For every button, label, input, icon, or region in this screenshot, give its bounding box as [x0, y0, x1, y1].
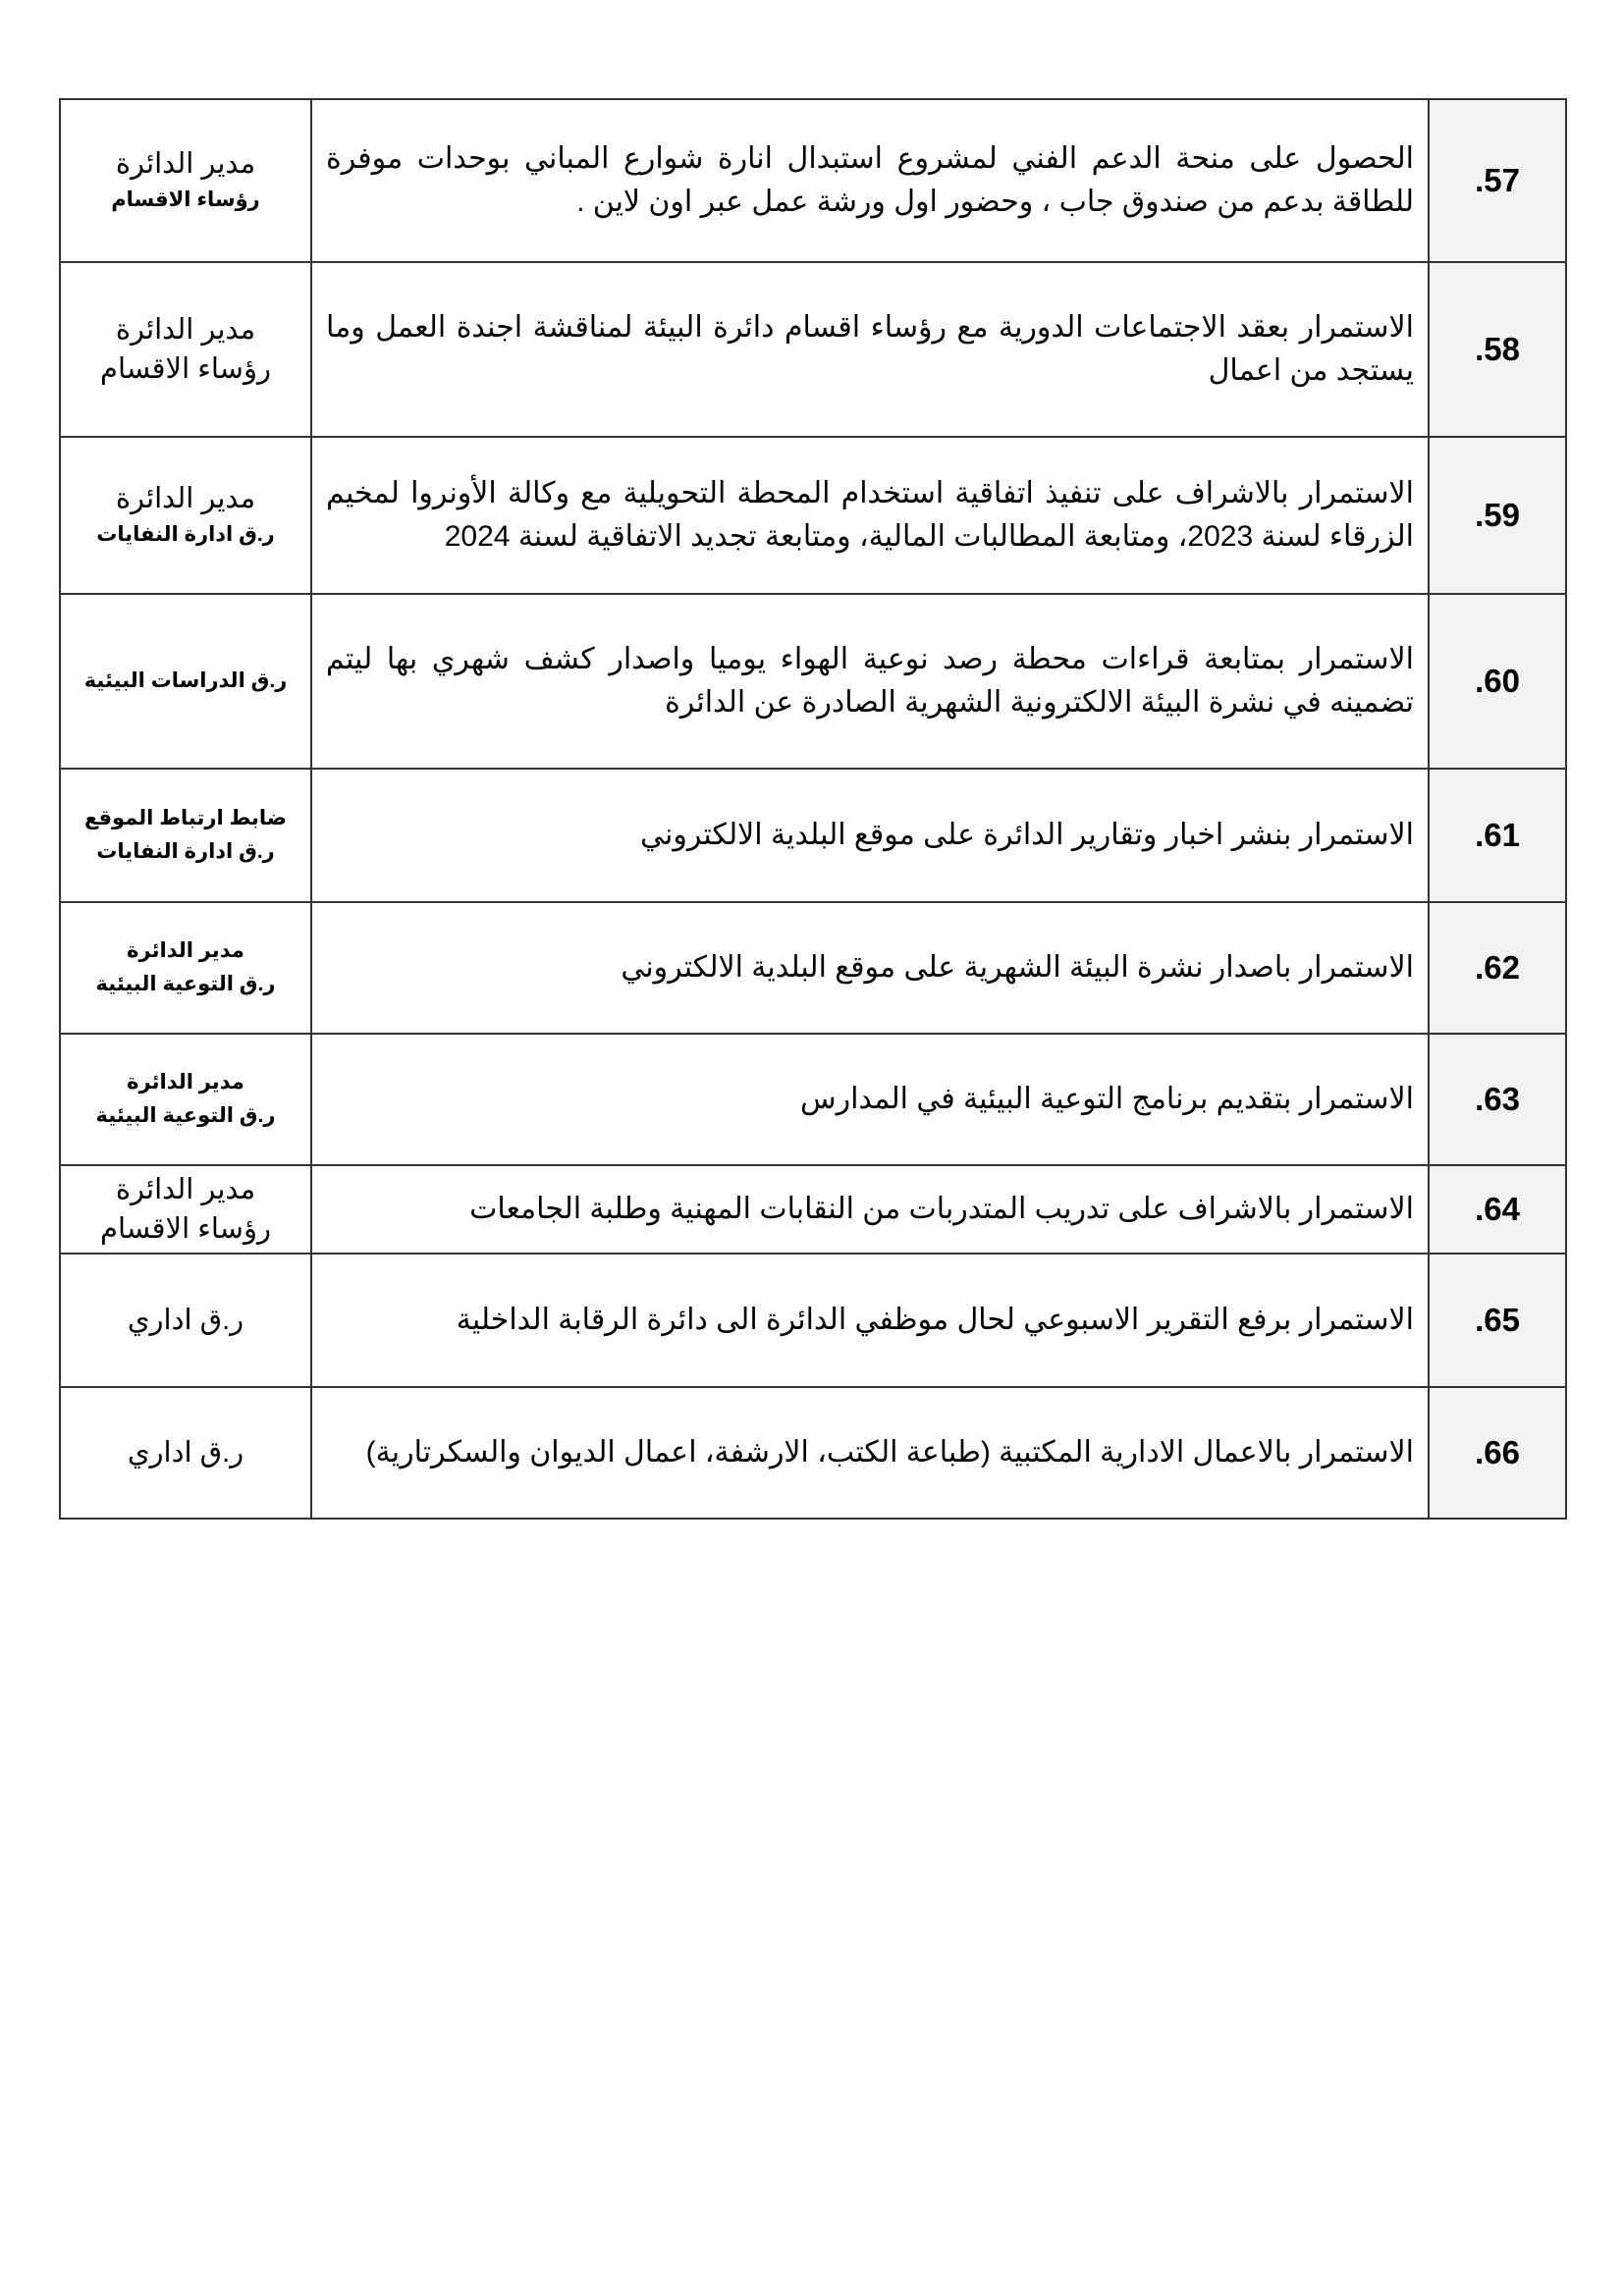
row-number: .58 [1429, 262, 1566, 437]
table-row [60, 769, 1566, 902]
responsible-line: مدير الدائرة [115, 314, 256, 346]
row-number: .64 [1429, 1165, 1566, 1254]
table-row [60, 1034, 1566, 1165]
responsible-party [60, 1387, 311, 1519]
responsible-line: ر.ق الدراسات البيئية [83, 669, 288, 692]
row-number: .63 [1429, 1034, 1566, 1165]
row-number: .61 [1429, 769, 1566, 902]
responsible-line: مدير الدائرة [127, 1071, 244, 1094]
table-row [60, 1254, 1566, 1387]
task-description: الاستمرار بالاشراف على تنفيذ اتفاقية استخدام المحطة التحويلية مع وكالة الأونروا لمخيم الزرقاء لسنة 2023، ومتابعة المطالبات المالية، ومتابعة تجديد الاتفاقية لسنة 2024 [311, 437, 1429, 594]
row-number: .65 [1429, 1254, 1566, 1387]
table-row [60, 902, 1566, 1034]
responsible-line: ر.ق اداري [127, 1437, 244, 1468]
responsible-party [60, 437, 311, 594]
responsible-party [60, 262, 311, 437]
task-description: الاستمرار بالاعمال الادارية المكتبية (طباعة الكتب، الارشفة، اعمال الديوان والسكرتارية) [311, 1387, 1429, 1519]
responsible-line: مدير الدائرة [115, 148, 256, 180]
responsible-line: رؤساء الاقسام [100, 1213, 271, 1245]
table-row [60, 437, 1566, 594]
table-row [60, 1387, 1566, 1519]
table-row [60, 1165, 1566, 1254]
task-description: الاستمرار بالاشراف على تدريب المتدربات من النقابات المهنية وطلبة الجامعات [311, 1165, 1429, 1254]
responsible-party [60, 594, 311, 769]
task-description: الاستمرار باصدار نشرة البيئة الشهرية على موقع البلدية الالكتروني [311, 902, 1429, 1034]
responsible-party [60, 1165, 311, 1254]
responsible-line: ر.ق التوعية البيئية [95, 1104, 276, 1127]
row-number: .59 [1429, 437, 1566, 594]
row-number: .62 [1429, 902, 1566, 1034]
task-table [59, 98, 1567, 1520]
table-row [60, 262, 1566, 437]
row-number: .57 [1429, 99, 1566, 262]
task-description: الاستمرار برفع التقرير الاسبوعي لحال موظفي الدائرة الى دائرة الرقابة الداخلية [311, 1254, 1429, 1387]
task-description: الاستمرار بمتابعة قراءات محطة رصد نوعية الهواء يوميا واصدار كشف شهري بها ليتم تضمينه في نشرة البيئة الالكترونية الشهرية الصادرة عن الدائرة [311, 594, 1429, 769]
responsible-line: مدير الدائرة [127, 939, 244, 962]
task-description: الحصول على منحة الدعم الفني لمشروع استبدال انارة شوارع المباني بوحدات موفرة للطاقة بدعم من صندوق جاب ، وحضور اول ورشة عمل عبر اون لاين . [311, 99, 1429, 262]
responsible-party [60, 1254, 311, 1387]
responsible-party [60, 769, 311, 902]
responsible-line: ر.ق اداري [127, 1305, 244, 1336]
task-description: الاستمرار بتقديم برنامج التوعية البيئية في المدارس [311, 1034, 1429, 1165]
responsible-line: رؤساء الاقسام [100, 353, 271, 385]
responsible-line: ر.ق ادارة النفايات [96, 840, 275, 863]
row-number: .66 [1429, 1387, 1566, 1519]
responsible-line: ر.ق ادارة النفايات [96, 523, 275, 546]
responsible-line: مدير الدائرة [115, 483, 256, 514]
responsible-line: رؤساء الاقسام [111, 188, 260, 211]
task-description: الاستمرار بعقد الاجتماعات الدورية مع رؤساء اقسام دائرة البيئة لمناقشة اجندة العمل وما يستجد من اعمال [311, 262, 1429, 437]
row-number: .60 [1429, 594, 1566, 769]
task-table-body [60, 99, 1566, 1519]
responsible-line: ضابط ارتباط الموقع [83, 807, 288, 829]
task-description: الاستمرار بنشر اخبار وتقارير الدائرة على موقع البلدية الالكتروني [311, 769, 1429, 902]
responsible-line: ر.ق التوعية البيئية [95, 973, 276, 995]
responsible-party [60, 902, 311, 1034]
responsible-line: مدير الدائرة [115, 1174, 256, 1205]
responsible-party [60, 99, 311, 262]
table-row [60, 99, 1566, 262]
responsible-party [60, 1034, 311, 1165]
table-row [60, 594, 1566, 769]
